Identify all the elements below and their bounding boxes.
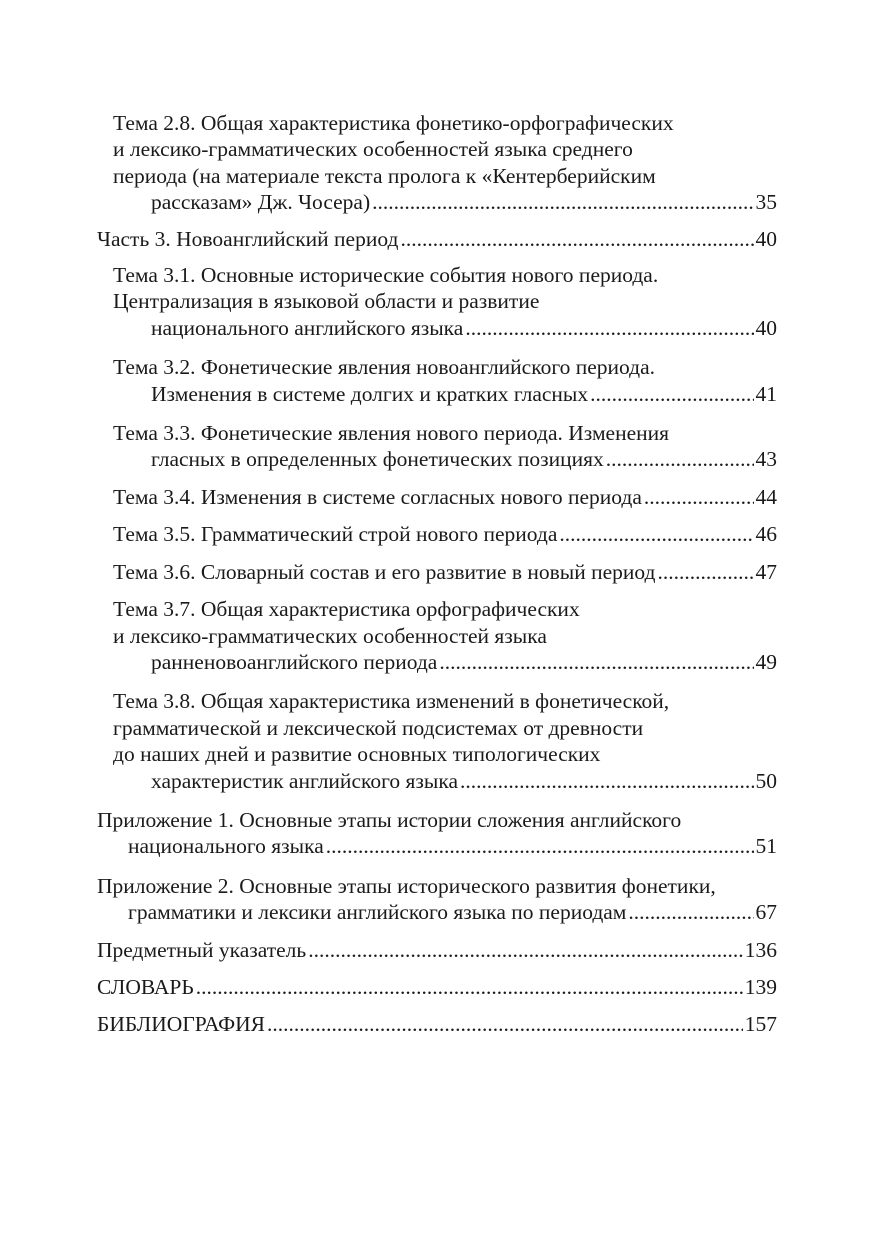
toc-entry-text-line: Тема 3.1. Основные исторические события нового периода. (113, 263, 659, 288)
toc-entry-title: рассказам» Дж. Чосера) (151, 190, 371, 215)
toc-entry-title: СЛОВАРЬ (97, 974, 194, 999)
dot-leader (196, 974, 743, 1000)
dot-leader (644, 484, 754, 510)
toc-entry-title: ранненовоанглийского периода (151, 649, 438, 674)
page-number: 35 (755, 190, 777, 215)
dot-leader (658, 559, 754, 585)
toc-entry-title: национального английского языка (151, 315, 464, 340)
toc-entry-text-line: Приложение 2. Основные этапы исторического развития фонетики, (97, 873, 716, 898)
toc-entry-title: Часть 3. Новоанглийский период (97, 226, 399, 251)
toc-entry-text-line: и лексико-грамматических особенностей языка (113, 623, 547, 648)
page-number: 41 (755, 381, 777, 406)
toc-entry-text-line: грамматической и лексической подсистемах от древности (113, 715, 644, 740)
toc-entry-last-line (151, 381, 777, 407)
toc-entry-text-line: до наших дней и развитие основных типологических (113, 742, 601, 767)
toc-entry-last-line (151, 446, 777, 472)
toc-entry-last-line (97, 1011, 777, 1037)
page-number: 67 (755, 900, 777, 925)
page-number: 46 (755, 522, 777, 547)
toc-entry-text-line: Приложение 1. Основные этапы истории сложения английского (97, 807, 682, 832)
page-number: 139 (744, 974, 777, 999)
toc-entry-last-line (151, 315, 777, 341)
dot-leader (606, 446, 754, 472)
toc-entry-theme-3-7[interactable] (97, 596, 777, 675)
toc-entry-text-line: Тема 3.7. Общая характеристика орфографических (113, 597, 580, 622)
toc-entry-theme-2-8[interactable] (97, 110, 777, 216)
toc-entry-last-line (128, 899, 777, 925)
page-number: 51 (755, 834, 777, 859)
toc-entry-last-line (128, 833, 777, 859)
toc-entry-last-line (113, 484, 777, 510)
dot-leader (439, 649, 753, 675)
toc-entry-text-line: Тема 2.8. Общая характеристика фонетико-орфографических (113, 111, 674, 135)
page-number: 40 (755, 226, 777, 251)
toc-entry-last-line (97, 937, 777, 963)
toc-entry-theme-3-1[interactable] (97, 262, 777, 341)
dot-leader (460, 768, 754, 794)
toc-entry-text-line: Тема 3.3. Фонетические явления нового периода. Изменения (113, 421, 670, 446)
toc-entry-title: Изменения в системе долгих и кратких гласных (151, 381, 589, 406)
toc-entry-text-line: Централизация в языковой области и развитие (113, 289, 540, 314)
toc-entry-last-line (97, 974, 777, 1000)
toc-entry-title: БИБЛИОГРАФИЯ (97, 1012, 265, 1037)
toc-entry-theme-3-2[interactable] (97, 354, 777, 407)
page-number: 44 (755, 484, 777, 509)
dot-leader (465, 315, 753, 341)
toc-entry-title: грамматики и лексики английского языка по периодам (128, 900, 627, 925)
toc-entry-appendix-1[interactable] (97, 807, 777, 860)
dot-leader (628, 899, 753, 925)
table-of-contents (97, 110, 777, 1038)
toc-entry-text-line: Тема 3.2. Фонетические явления новоанглийского периода. (113, 355, 656, 380)
toc-entry-theme-3-6[interactable] (97, 559, 777, 585)
dot-leader (372, 189, 753, 215)
dot-leader (308, 937, 743, 963)
toc-entry-subject-index[interactable] (97, 937, 777, 963)
toc-entry-title: Предметный указатель (97, 937, 307, 962)
toc-entry-title: Тема 3.5. Грамматический строй нового периода (113, 522, 558, 547)
toc-entry-title: национального языка (128, 834, 324, 859)
page-number: 40 (755, 315, 777, 340)
toc-entry-last-line (151, 649, 777, 675)
page-number: 49 (755, 649, 777, 674)
toc-entry-last-line (151, 189, 777, 215)
toc-entry-text-line: и лексико-грамматических особенностей языка среднего (113, 137, 633, 162)
page-number: 136 (744, 937, 777, 962)
toc-entry-theme-3-8[interactable] (97, 688, 777, 794)
toc-entry-title: характеристик английского языка (151, 768, 458, 793)
toc-entry-title: Тема 3.4. Изменения в системе согласных нового периода (113, 484, 642, 509)
toc-entry-part-3[interactable] (97, 226, 777, 252)
toc-entry-last-line (113, 521, 777, 547)
toc-entry-last-line (97, 226, 777, 252)
page-number: 157 (744, 1012, 777, 1037)
page-number: 50 (755, 768, 777, 793)
toc-entry-theme-3-4[interactable] (97, 484, 777, 510)
page-number: 47 (755, 559, 777, 584)
toc-entry-last-line (151, 768, 777, 794)
dot-leader (326, 833, 754, 859)
toc-entry-bibliography[interactable] (97, 1011, 777, 1037)
toc-entry-appendix-2[interactable] (97, 873, 777, 926)
toc-entry-theme-3-5[interactable] (97, 521, 777, 547)
toc-entry-text-line: Тема 3.8. Общая характеристика изменений в фонетической, (113, 689, 670, 714)
dot-leader (559, 521, 753, 547)
dot-leader (590, 381, 753, 407)
toc-entry-text-line: периода (на материале текста пролога к «Кентерберийским (113, 163, 656, 188)
toc-entry-title: Тема 3.6. Словарный состав и его развитие в новый период (113, 559, 656, 584)
page-number: 43 (755, 447, 777, 472)
dot-leader (267, 1011, 743, 1037)
toc-entry-last-line (113, 559, 777, 585)
toc-entry-theme-3-3[interactable] (97, 420, 777, 473)
toc-entry-dictionary[interactable] (97, 974, 777, 1000)
toc-entry-title: гласных в определенных фонетических позициях (151, 447, 604, 472)
dot-leader (400, 226, 753, 252)
